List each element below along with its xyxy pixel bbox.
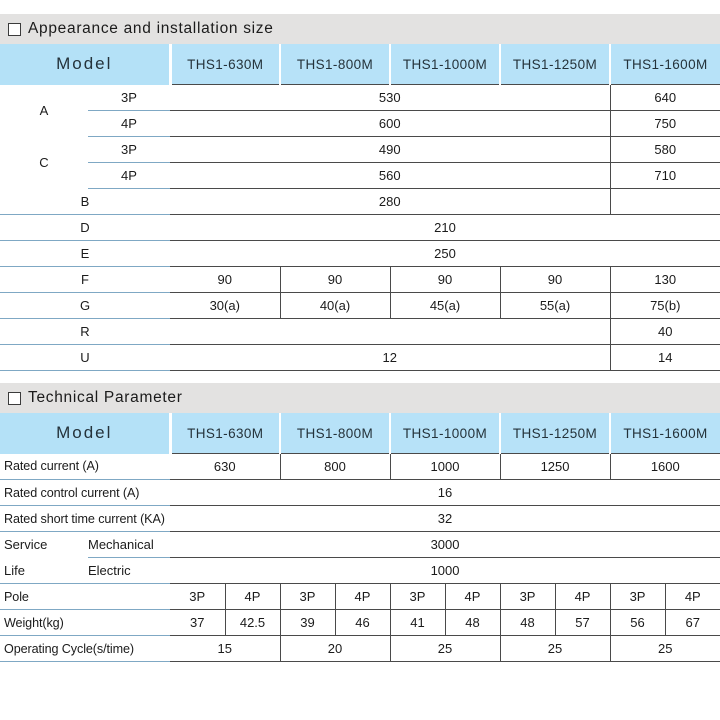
cell-operating-cycle-4: 25 bbox=[500, 636, 610, 662]
cell-rated-current-5: 1600 bbox=[610, 454, 720, 480]
cell-pole-2: 4P bbox=[225, 584, 280, 610]
row-label-U: U bbox=[0, 345, 170, 371]
table-row bbox=[0, 319, 720, 345]
cell-weight-1: 37 bbox=[170, 610, 225, 636]
row-sub-C-4P: 4P bbox=[88, 163, 170, 189]
cell-rated-current-4: 1250 bbox=[500, 454, 610, 480]
row-label-G: G bbox=[0, 293, 170, 319]
header-col-5: THS1-1600M bbox=[610, 44, 720, 85]
header-model: Model bbox=[0, 413, 170, 454]
cell-weight-7: 48 bbox=[500, 610, 555, 636]
cell-G-2: 40(a) bbox=[280, 293, 390, 319]
header-col-5: THS1-1600M bbox=[610, 413, 720, 454]
cell-operating-cycle-3: 25 bbox=[390, 636, 500, 662]
cell-rated-current-3: 1000 bbox=[390, 454, 500, 480]
cell-rated-current-1: 630 bbox=[170, 454, 280, 480]
section-spacer bbox=[0, 371, 720, 383]
row-label-rated-control-current: Rated control current (A) bbox=[0, 480, 170, 506]
cell-B-col5 bbox=[610, 189, 720, 215]
table-row bbox=[0, 558, 720, 584]
table-row bbox=[0, 345, 720, 371]
row-sub-C-3P: 3P bbox=[88, 137, 170, 163]
cell-A-4P-merged: 600 bbox=[170, 111, 610, 137]
cell-G-1: 30(a) bbox=[170, 293, 280, 319]
top-spacer bbox=[0, 0, 720, 14]
row-label-weight: Weight(kg) bbox=[0, 610, 170, 636]
table-row bbox=[0, 85, 720, 111]
table-row bbox=[0, 636, 720, 662]
cell-weight-6: 48 bbox=[445, 610, 500, 636]
cell-U-merged: 12 bbox=[170, 345, 610, 371]
cell-pole-8: 4P bbox=[555, 584, 610, 610]
cell-C-3P-col5: 580 bbox=[610, 137, 720, 163]
cell-G-3: 45(a) bbox=[390, 293, 500, 319]
cell-F-4: 90 bbox=[500, 267, 610, 293]
cell-R-merged bbox=[170, 319, 610, 345]
cell-pole-6: 4P bbox=[445, 584, 500, 610]
cell-weight-10: 67 bbox=[665, 610, 720, 636]
row-label-service-life-line1: Service bbox=[0, 532, 88, 558]
cell-pole-7: 3P bbox=[500, 584, 555, 610]
cell-pole-1: 3P bbox=[170, 584, 225, 610]
empty-square-icon bbox=[8, 23, 21, 36]
cell-C-4P-merged: 560 bbox=[170, 163, 610, 189]
empty-square-icon bbox=[8, 392, 21, 405]
row-sub-mechanical: Mechanical bbox=[88, 532, 170, 558]
cell-weight-5: 41 bbox=[390, 610, 445, 636]
section-title-appearance-label: Appearance and installation size bbox=[28, 20, 274, 37]
cell-operating-cycle-2: 20 bbox=[280, 636, 390, 662]
row-label-E: E bbox=[0, 241, 170, 267]
cell-F-5: 130 bbox=[610, 267, 720, 293]
cell-rated-control-current: 16 bbox=[170, 480, 720, 506]
section-title-technical-label: Technical Parameter bbox=[28, 389, 183, 406]
table-row bbox=[0, 241, 720, 267]
cell-rated-short-time-current: 32 bbox=[170, 506, 720, 532]
row-label-R: R bbox=[0, 319, 170, 345]
table-row bbox=[0, 293, 720, 319]
section-title-technical bbox=[0, 383, 720, 413]
header-col-2: THS1-800M bbox=[280, 44, 390, 85]
cell-G-5: 75(b) bbox=[610, 293, 720, 319]
header-col-3: THS1-1000M bbox=[390, 44, 500, 85]
row-sub-A-4P: 4P bbox=[88, 111, 170, 137]
header-col-4: THS1-1250M bbox=[500, 413, 610, 454]
row-sub-A-3P: 3P bbox=[88, 85, 170, 111]
row-label-A: A bbox=[0, 85, 88, 137]
table-row bbox=[0, 480, 720, 506]
cell-operating-cycle-1: 15 bbox=[170, 636, 280, 662]
cell-R-col5: 40 bbox=[610, 319, 720, 345]
cell-weight-8: 57 bbox=[555, 610, 610, 636]
table-row bbox=[0, 454, 720, 480]
cell-weight-2: 42.5 bbox=[225, 610, 280, 636]
cell-B-merged: 280 bbox=[170, 189, 610, 215]
row-label-rated-current: Rated current (A) bbox=[0, 454, 170, 480]
table-row bbox=[0, 163, 720, 189]
cell-service-life-mechanical: 3000 bbox=[170, 532, 720, 558]
cell-C-4P-col5: 710 bbox=[610, 163, 720, 189]
table-row bbox=[0, 532, 720, 558]
row-label-operating-cycle: Operating Cycle(s/time) bbox=[0, 636, 170, 662]
technical-table bbox=[0, 413, 720, 662]
table-row bbox=[0, 267, 720, 293]
row-label-B: B bbox=[0, 189, 170, 215]
cell-A-4P-col5: 750 bbox=[610, 111, 720, 137]
table-row bbox=[0, 215, 720, 241]
table-row bbox=[0, 506, 720, 532]
header-col-2: THS1-800M bbox=[280, 413, 390, 454]
cell-A-3P-merged: 530 bbox=[170, 85, 610, 111]
cell-A-3P-col5: 640 bbox=[610, 85, 720, 111]
cell-pole-9: 3P bbox=[610, 584, 665, 610]
cell-E-merged: 250 bbox=[170, 241, 720, 267]
appearance-table bbox=[0, 44, 720, 371]
cell-operating-cycle-5: 25 bbox=[610, 636, 720, 662]
table-row bbox=[0, 584, 720, 610]
table-row bbox=[0, 137, 720, 163]
cell-pole-3: 3P bbox=[280, 584, 335, 610]
cell-weight-3: 39 bbox=[280, 610, 335, 636]
cell-service-life-electric: 1000 bbox=[170, 558, 720, 584]
cell-weight-9: 56 bbox=[610, 610, 665, 636]
header-col-1: THS1-630M bbox=[170, 413, 280, 454]
row-label-service-life-line2: Life bbox=[0, 558, 88, 584]
header-col-3: THS1-1000M bbox=[390, 413, 500, 454]
header-model: Model bbox=[0, 44, 170, 85]
cell-rated-current-2: 800 bbox=[280, 454, 390, 480]
header-col-1: THS1-630M bbox=[170, 44, 280, 85]
cell-U-col5: 14 bbox=[610, 345, 720, 371]
cell-F-2: 90 bbox=[280, 267, 390, 293]
appearance-header-row bbox=[0, 44, 720, 85]
cell-D-merged: 210 bbox=[170, 215, 720, 241]
row-label-pole: Pole bbox=[0, 584, 170, 610]
row-label-C: C bbox=[0, 137, 88, 189]
table-row bbox=[0, 610, 720, 636]
row-sub-electric: Electric bbox=[88, 558, 170, 584]
technical-header-row bbox=[0, 413, 720, 454]
row-label-rated-short-time-current: Rated short time current (KA) bbox=[0, 506, 170, 532]
cell-F-3: 90 bbox=[390, 267, 500, 293]
table-row bbox=[0, 111, 720, 137]
cell-G-4: 55(a) bbox=[500, 293, 610, 319]
cell-F-1: 90 bbox=[170, 267, 280, 293]
cell-C-3P-merged: 490 bbox=[170, 137, 610, 163]
cell-pole-10: 4P bbox=[665, 584, 720, 610]
row-label-D: D bbox=[0, 215, 170, 241]
cell-weight-4: 46 bbox=[335, 610, 390, 636]
cell-pole-5: 3P bbox=[390, 584, 445, 610]
row-label-F: F bbox=[0, 267, 170, 293]
section-title-appearance bbox=[0, 14, 720, 44]
header-col-4: THS1-1250M bbox=[500, 44, 610, 85]
table-row bbox=[0, 189, 720, 215]
cell-pole-4: 4P bbox=[335, 584, 390, 610]
